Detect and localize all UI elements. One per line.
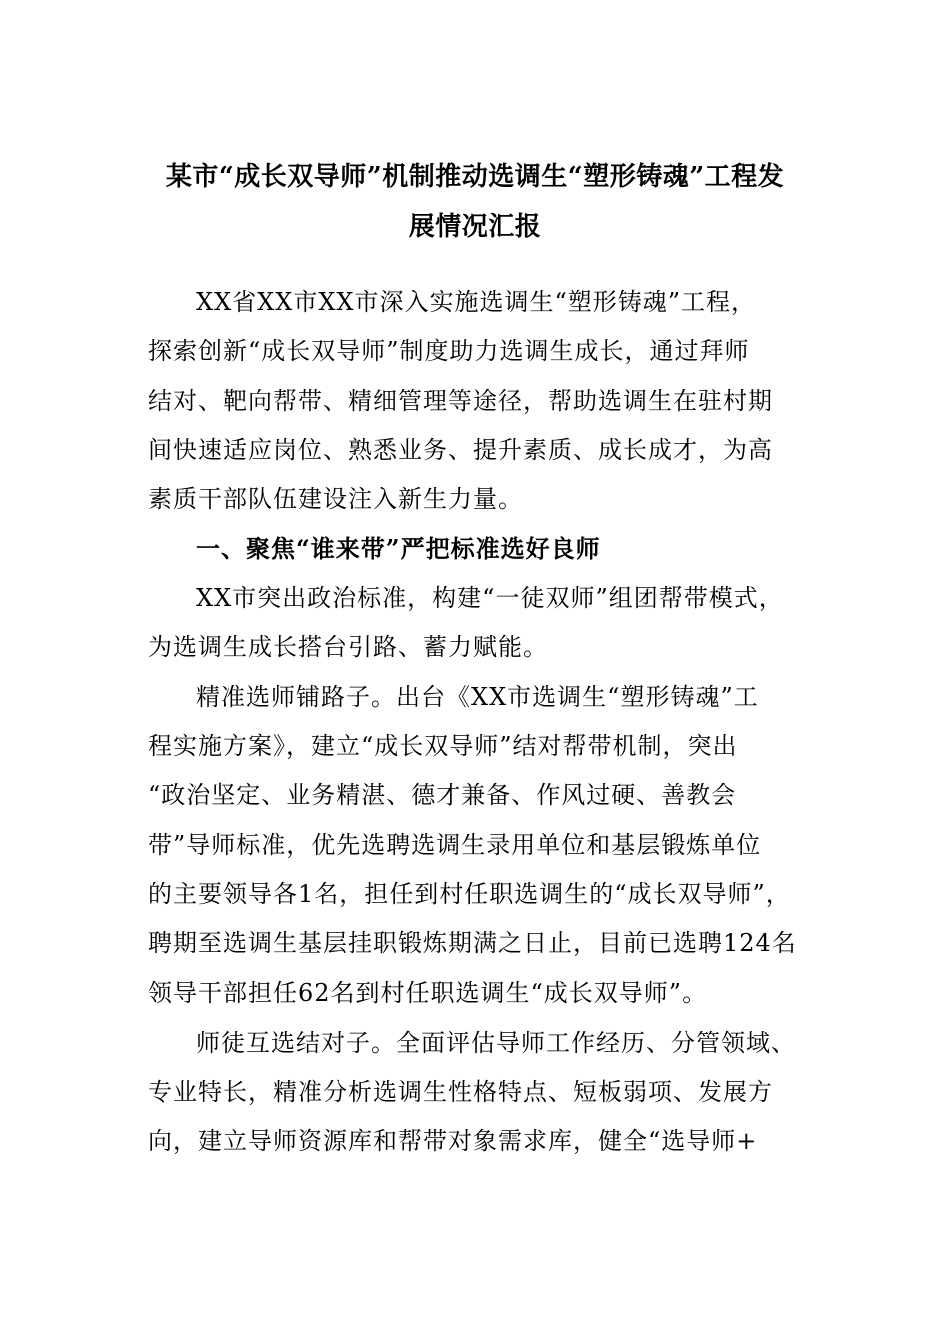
section-1-para-2-line-2: 程实施方案》，建立“成长双导师”结对帮带机制，突出: [148, 732, 738, 760]
section-1-para-2-line-6: 聘期至选调生基层挂职锻炼期满之日止，目前已选聘124名: [148, 929, 797, 957]
section-1-para-1-line-2: 为选调生成长搭台引路、蓄力赋能。: [148, 633, 548, 661]
intro-line-2: 探索创新“成长双导师”制度助力选调生成长，通过拜师: [148, 337, 750, 365]
section-1-para-3-line-2: 专业特长，精准分析选调生性格特点、短板弱项、发展方: [148, 1078, 773, 1106]
intro-line-4: 间快速适应岗位、熟悉业务、提升素质、成长成才，为高: [148, 436, 773, 464]
section-1-para-2-line-4: 带”导师标准，优先选聘选调生录用单位和基层锻炼单位: [148, 831, 762, 859]
intro-line-1: XX省XX市XX市深入实施选调生“塑形铸魂”工程，: [196, 288, 757, 316]
section-1-heading: 一、聚焦“谁来带”严把标准选好良师: [196, 534, 601, 563]
section-1-para-3-line-3: 向，建立导师资源库和帮带对象需求库，健全“选导师+: [148, 1127, 758, 1155]
intro-line-5: 素质干部队伍建设注入新生力量。: [148, 485, 523, 513]
section-1-para-2-line-3: “政治坚定、业务精湛、德才兼备、作风过硬、善教会: [148, 781, 737, 809]
section-1-para-2-line-1: 精准选师铺路子。出台《XX市选调生“塑形铸魂”工: [196, 683, 759, 711]
section-1-para-2-line-7: 领导干部担任62名到村任职选调生“成长双导师”。: [148, 979, 708, 1007]
section-1-para-1-line-1: XX市突出政治标准，构建“一徒双师”组团帮带模式，: [196, 584, 784, 612]
document-title-line-2: 展情况汇报: [408, 212, 542, 242]
section-1-para-2-line-5: 的主要领导各1名，担任到村任职选调生的“成长双导师”，: [148, 880, 791, 908]
section-1-para-3-line-1: 师徒互选结对子。全面评估导师工作经历、分管领域、: [196, 1029, 796, 1057]
intro-line-3: 结对、靶向帮带、精细管理等途径，帮助选调生在驻村期: [148, 387, 773, 415]
document-title-line-1: 某市“成长双导师”机制推动选调生“塑形铸魂”工程发: [165, 162, 785, 192]
